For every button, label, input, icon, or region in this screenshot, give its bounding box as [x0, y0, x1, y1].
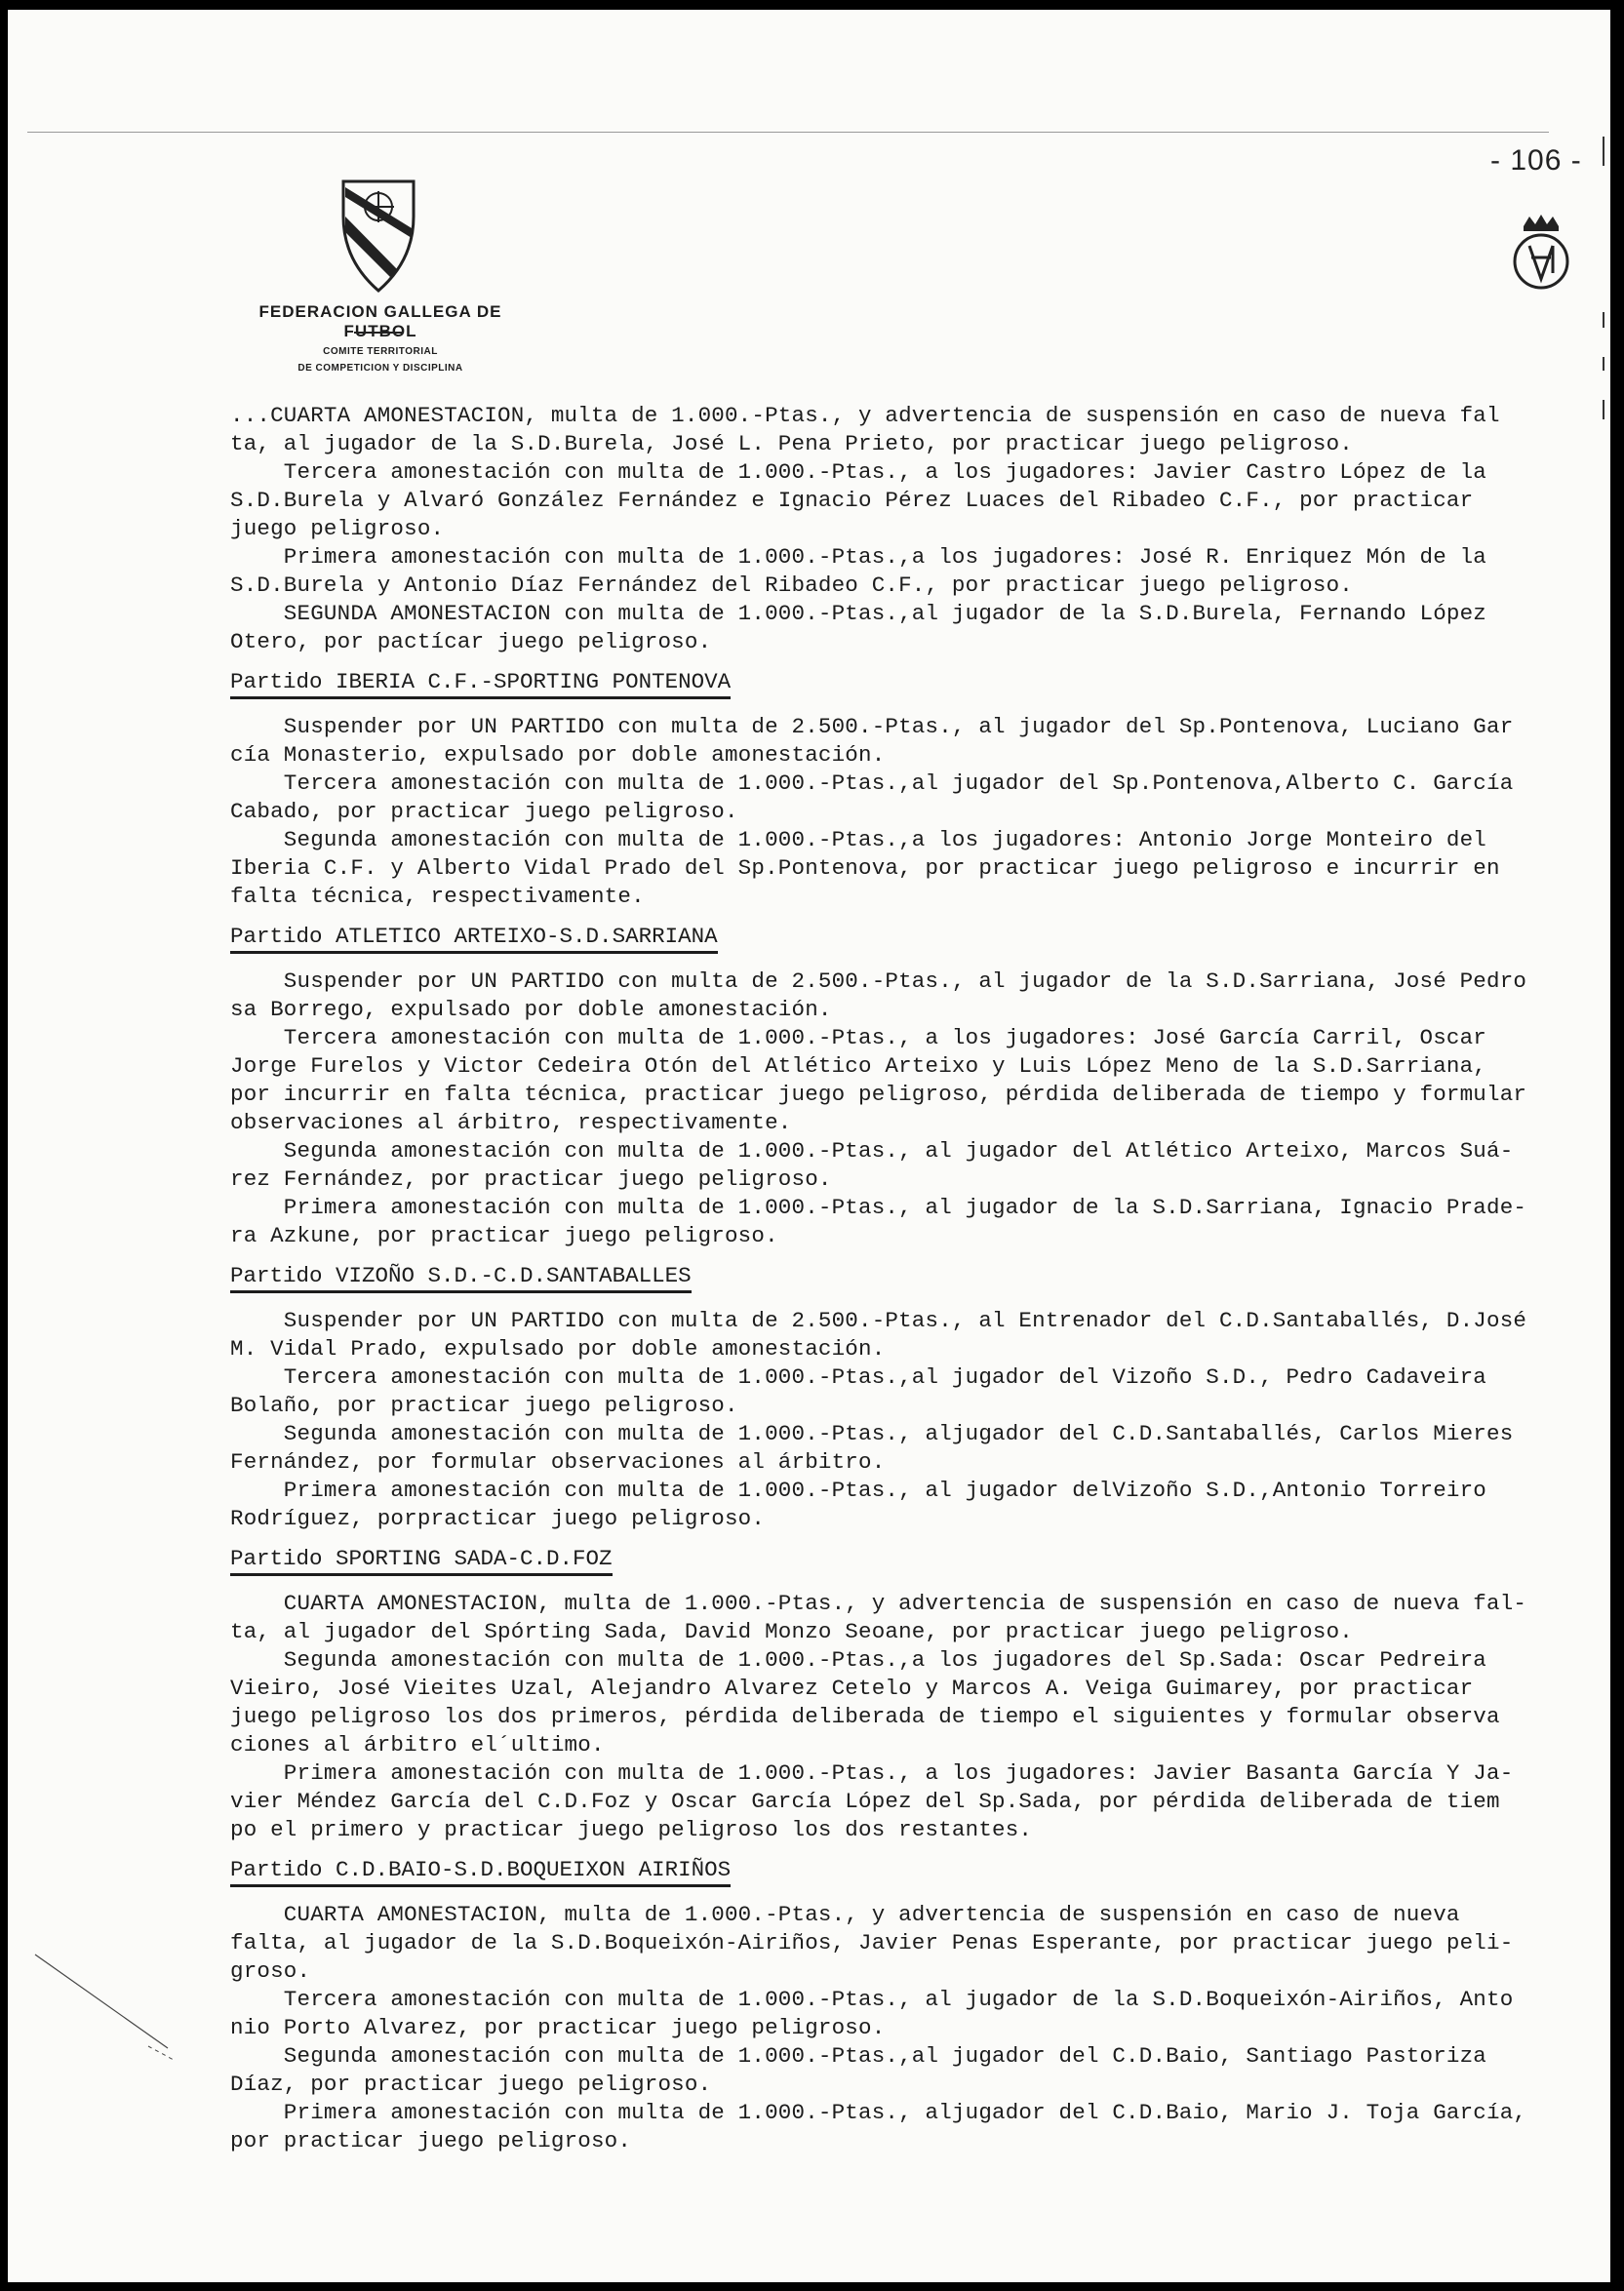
text-line: CUARTA AMONESTACION, multa de 1.000.-Ptas., y advertencia de suspensión en caso de nueva fal-	[230, 1591, 1527, 1616]
text-line: juego peligroso los dos primeros, pérdida deliberada de tiempo el siguientes y formular observa	[230, 1704, 1500, 1729]
text-line: M. Vidal Prado, expulsado por doble amonestación.	[230, 1336, 886, 1362]
text-line: Suspender por UN PARTIDO con multa de 2.500.-Ptas., al jugador de la S.D.Sarriana, José Pedro	[230, 968, 1527, 994]
text-line: ta, al jugador del Spórting Sada, David Monzo Seoane, por practicar juego peligroso.	[230, 1619, 1353, 1644]
text-line: Tercera amonestación con multa de 1.000.-Ptas., a los jugadores: José García Carril, Oscar	[230, 1025, 1487, 1050]
committee-line-1: COMITE TERRITORIAL	[323, 346, 438, 357]
committee-line-2: DE COMPETICION Y DISCIPLINA	[297, 363, 463, 374]
match-heading: Partido ATLETICO ARTEIXO-S.D.SARRIANA	[230, 923, 718, 954]
text-line: Jorge Furelos y Victor Cedeira Otón del Atlético Arteixo y Luis López Meno de la S.D.Sarriana,	[230, 1053, 1487, 1079]
text-line: ...CUARTA AMONESTACION, multa de 1.000.-Ptas., y advertencia de suspensión en caso de nueva fal	[230, 403, 1500, 428]
text-line: ra Azkune, por practicar juego peligroso.	[230, 1223, 778, 1248]
text-line: Tercera amonestación con multa de 1.000.-Ptas.,al jugador del Sp.Pontenova,Alberto C. García	[230, 770, 1514, 796]
text-line: Tercera amonestación con multa de 1.000.-Ptas., a los jugadores: Javier Castro López de la	[230, 459, 1487, 485]
match-section-iberia-pontenova	[230, 656, 1596, 911]
letterhead-divider	[354, 332, 403, 334]
text-line: ciones al árbitro el´ultimo.	[230, 1732, 605, 1758]
text-line: Segunda amonestación con multa de 1.000.-Ptas.,al jugador del C.D.Baio, Santiago Pastoriza	[230, 2043, 1487, 2069]
text-line: Otero, por pactícar juego peligroso.	[230, 629, 712, 654]
text-line: Vieiro, José Vieites Uzal, Alejandro Alvarez Cetelo y Marcos A. Veiga Guimarey, por practicar	[230, 1676, 1474, 1701]
text-line: Iberia C.F. y Alberto Vidal Prado del Sp.Pontenova, por practicar juego peligroso e incurrir en	[230, 855, 1500, 881]
text-line: Fernández, por formular observaciones al árbitro.	[230, 1449, 886, 1475]
intro-block	[230, 402, 1596, 656]
text-line: Segunda amonestación con multa de 1.000.-Ptas., aljugador del C.D.Santaballés, Carlos Mieres	[230, 1421, 1514, 1446]
match-section-vizono-santaballes	[230, 1250, 1596, 1533]
text-line: por incurrir en falta técnica, practicar juego peligroso, pérdida deliberada de tiempo y formular	[230, 1082, 1527, 1107]
match-section-baio-boqueixon	[230, 1844, 1596, 2155]
text-line: S.D.Burela y Antonio Díaz Fernández del Ribadeo C.F., por practicar juego peligroso.	[230, 573, 1353, 598]
match-section-arteixo-sarriana	[230, 911, 1596, 1250]
text-line: por practicar juego peligroso.	[230, 2128, 632, 2153]
text-line: ta, al jugador de la S.D.Burela, José L. Pena Prieto, por practicar juego peligroso.	[230, 431, 1353, 456]
text-line: nio Porto Alvarez, por practicar juego peligroso.	[230, 2015, 886, 2040]
text-line: CUARTA AMONESTACION, multa de 1.000.-Ptas., y advertencia de suspensión en caso de nueva	[230, 1902, 1460, 1927]
text-line: Primera amonestación con multa de 1.000.-Ptas., al jugador delVizoño S.D.,Antonio Torreiro	[230, 1478, 1487, 1503]
text-line: Díaz, por practicar juego peligroso.	[230, 2072, 712, 2097]
document-page	[8, 10, 1610, 2282]
match-heading: Partido IBERIA C.F.-SPORTING PONTENOVA	[230, 668, 731, 699]
text-line: juego peligroso.	[230, 516, 445, 541]
text-line: cía Monasterio, expulsado por doble amonestación.	[230, 742, 886, 768]
text-line: falta técnica, respectivamente.	[230, 884, 645, 909]
text-line: Tercera amonestación con multa de 1.000.-Ptas., al jugador de la S.D.Boqueixón-Airiños, Anto	[230, 1987, 1514, 2012]
text-line: Rodríguez, porpracticar juego peligroso.	[230, 1506, 766, 1531]
document-body	[230, 402, 1596, 2155]
committee-name	[224, 343, 536, 376]
match-section-sada-foz	[230, 1533, 1596, 1844]
match-heading: Partido C.D.BAIO-S.D.BOQUEIXON AIRIÑOS	[230, 1856, 731, 1887]
text-line: Tercera amonestación con multa de 1.000.-Ptas.,al jugador del Vizoño S.D., Pedro Cadaveira	[230, 1364, 1487, 1390]
text-line: S.D.Burela y Alvaró González Fernández e Ignacio Pérez Luaces del Ribadeo C.F., por practicar	[230, 488, 1474, 513]
top-rule	[27, 132, 1549, 133]
federation-shield-logo	[339, 178, 417, 295]
text-line: observaciones al árbitro, respectivamente.	[230, 1110, 792, 1135]
text-line: po el primero y practicar juego peligroso los dos restantes.	[230, 1817, 1033, 1842]
text-line: Segunda amonestación con multa de 1.000.-Ptas.,a los jugadores: Antonio Jorge Monteiro del	[230, 827, 1487, 852]
text-line: Segunda amonestación con multa de 1.000.-Ptas., al jugador del Atlético Arteixo, Marcos Suá-	[230, 1138, 1514, 1164]
text-line: vier Méndez García del C.D.Foz y Oscar García López del Sp.Sada, por pérdida deliberada de tiem	[230, 1789, 1500, 1814]
royal-crest-logo	[1510, 213, 1572, 295]
text-line: Primera amonestación con multa de 1.000.-Ptas.,a los jugadores: José R. Enriquez Món de la	[230, 544, 1487, 570]
text-line: SEGUNDA AMONESTACION con multa de 1.000.-Ptas.,al jugador de la S.D.Burela, Fernando López	[230, 601, 1487, 626]
text-line: Suspender por UN PARTIDO con multa de 2.500.-Ptas., al jugador del Sp.Pontenova, Luciano Gar	[230, 714, 1514, 739]
page-number: - 106 -	[1490, 144, 1582, 177]
text-line: Bolaño, por practicar juego peligroso.	[230, 1393, 738, 1418]
match-heading: Partido VIZOÑO S.D.-C.D.SANTABALLES	[230, 1262, 692, 1293]
text-line: sa Borrego, expulsado por doble amonestación.	[230, 997, 832, 1022]
text-line: Segunda amonestación con multa de 1.000.-Ptas.,a los jugadores del Sp.Sada: Oscar Pedreira	[230, 1647, 1487, 1673]
text-line: Primera amonestación con multa de 1.000.-Ptas., a los jugadores: Javier Basanta García Y Ja-	[230, 1760, 1514, 1786]
text-line: Suspender por UN PARTIDO con multa de 2.500.-Ptas., al Entrenador del C.D.Santaballés, D.José	[230, 1308, 1527, 1333]
federation-name: FEDERACION GALLEGA DE FUTBOL	[258, 302, 502, 340]
text-line: Cabado, por practicar juego peligroso.	[230, 799, 738, 824]
text-line: rez Fernández, por practicar juego peligroso.	[230, 1166, 832, 1192]
text-line: Primera amonestación con multa de 1.000.-Ptas., aljugador del C.D.Baio, Mario J. Toja García,	[230, 2100, 1527, 2125]
stray-pen-mark	[31, 1951, 178, 2068]
text-line: Primera amonestación con multa de 1.000.-Ptas., al jugador de la S.D.Sarriana, Ignacio Prade-	[230, 1195, 1527, 1220]
text-line: groso.	[230, 1958, 311, 1984]
margin-tick-marks	[1598, 137, 1609, 439]
match-heading: Partido SPORTING SADA-C.D.FOZ	[230, 1545, 613, 1576]
text-line: falta, al jugador de la S.D.Boqueixón-Airiños, Javier Penas Esperante, por practicar juego peli-	[230, 1930, 1514, 1955]
